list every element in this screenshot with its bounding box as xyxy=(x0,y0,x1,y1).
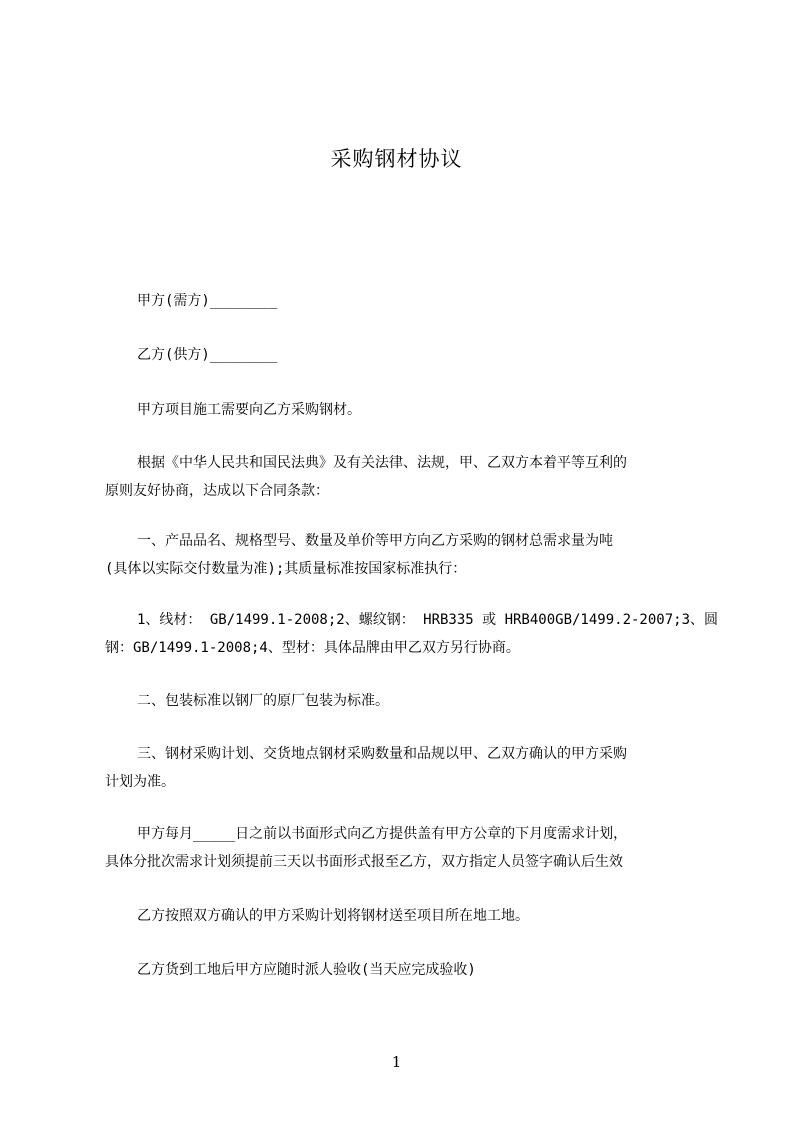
clause-3-line-2: 计划为准。 xyxy=(105,774,175,790)
party-b-line: 乙方(供方)________ xyxy=(137,347,278,363)
monthly-plan-line-2: 具体分批次需求计划须提前三天以书面形式报至乙方，双方指定人员签字确认后生效 xyxy=(105,854,623,870)
specs-line-2: 钢：GB/1499.1-2008;4、型材：具体品牌由甲乙双方另行协商。 xyxy=(105,640,520,656)
party-a-line: 甲方(需方)________ xyxy=(137,293,278,309)
clause-1-line-1: 一、产品品名、规格型号、数量及单价等甲方向乙方采购的钢材总需求量为吨 xyxy=(137,533,613,549)
monthly-plan-line-1: 甲方每月_____日之前以书面形式向乙方提供盖有甲方公章的下月度需求计划， xyxy=(137,826,628,842)
basis-line-2: 原则友好协商，达成以下合同条款： xyxy=(105,483,329,499)
clause-2-paragraph: 二、包装标准以钢厂的原厂包装为标准。 xyxy=(137,693,389,709)
page-number: 1 xyxy=(391,1053,402,1071)
clause-1-line-2: (具体以实际交付数量为准);其质量标准按国家标准执行： xyxy=(105,561,467,577)
specs-line-1: 1、线材： GB/1499.1-2008;2、螺纹钢： HRB335 或 HRB400GB/1499.2-2007;3、圆 xyxy=(137,612,719,628)
intro-paragraph: 甲方项目施工需要向乙方采购钢材。 xyxy=(137,402,361,418)
clause-3-line-1: 三、钢材采购计划、交货地点钢材采购数量和品规以甲、乙双方确认的甲方采购 xyxy=(137,746,627,762)
delivery-paragraph: 乙方按照双方确认的甲方采购计划将钢材送至项目所在地工地。 xyxy=(137,908,529,924)
basis-line-1: 根据《中华人民共和国民法典》及有关法律、法规，甲、乙双方本着平等互利的 xyxy=(137,455,627,471)
document-title: 采购钢材协议 xyxy=(330,147,463,171)
inspection-paragraph: 乙方货到工地后甲方应随时派人验收(当天应完成验收) xyxy=(137,962,476,978)
